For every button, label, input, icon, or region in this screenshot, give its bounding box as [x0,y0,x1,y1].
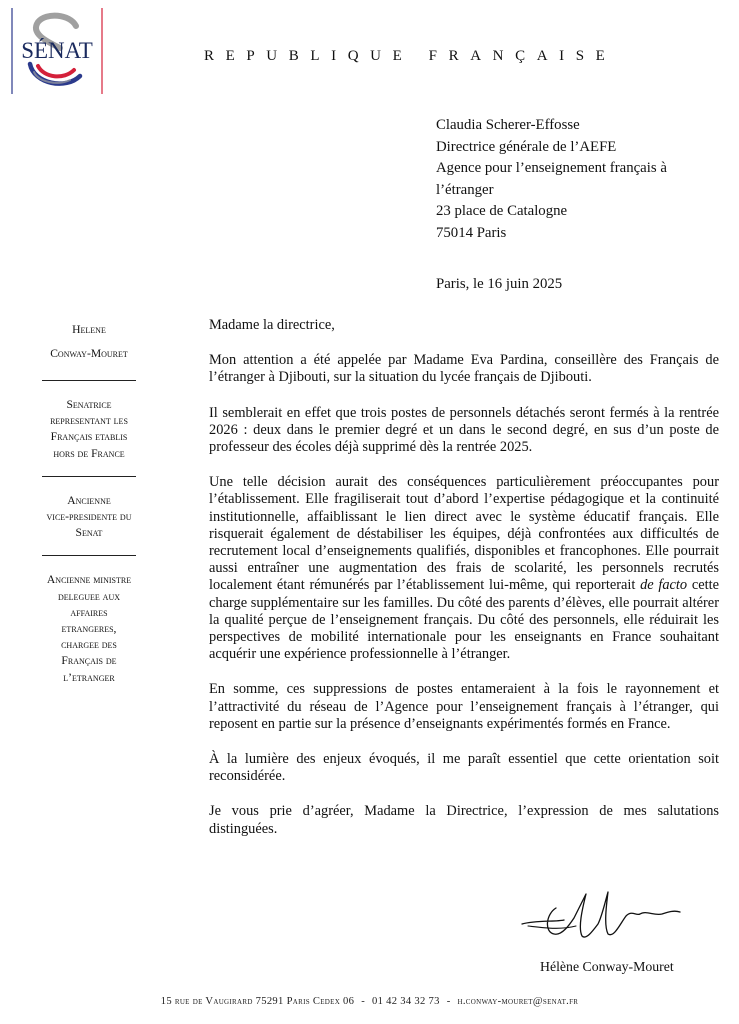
divider [42,555,136,556]
divider [42,476,136,477]
title-line: Français etablis [50,430,128,444]
salutation: Madame la directrice, [209,317,335,333]
title-line: Ancienne [67,493,111,507]
paragraph-4: En somme, ces suppressions de postes entameraient à la fois le rayonnement et l’attractivité du réseau de l’Agence pour l’enseignement français à l’étranger, qui reposent en partie sur la présence d’enseignants expérimentés formés en France. [209,681,719,732]
footer-address: 15 rue de Vaugirard 75291 Paris Cedex 06 [160,996,355,1007]
recipient-title: Directrice générale de l’AEFE [436,138,617,155]
title-line: Senatrice [66,398,112,411]
handwritten-signature [516,880,686,952]
closing-paragraph: Je vous prie d’agréer, Madame la Directrice, l’expression de mes salutations distinguées. [209,803,719,837]
footer-separator: - [361,996,366,1007]
title-line: l’etranger [63,670,115,684]
footer-email: h.conway-mouret@senat.fr [457,996,579,1007]
letter-body [209,317,719,856]
senat-logo [8,6,106,98]
divider [42,380,136,381]
sender-title-vice-president [14,493,164,542]
republic-header: REPUBLIQUE FRANÇAISE [204,48,617,64]
paragraph-3-italic: de facto [640,577,688,594]
recipient-name: Claudia Scherer-Effosse [436,117,580,133]
paragraph-2: Il semblerait en effet que trois postes de personnels détachés seront fermés à la rentrée 2026 : deux dans le premier degré et un dans le second degré, en sus d’un poste de professeur des écoles déjà supprimé dès la rentrée 2025. [209,404,719,456]
title-line: deleguee aux [58,589,120,603]
paragraph-3-part-2: cette charge supplémentaire sur les familles. Du côté des parents d’élèves, elle pourrait altérer la qualité perçue de l’enseignement français. Du côté des personnels, elle réduirait les perspectives de mobilité internationale pour les enseignants en France souhaitant acquérir une expérience professionnelle à l’étranger. [209,577,719,663]
paragraph-5: À la lumière des enjeux évoqués, il me paraît essentiel que cette orientation soit reconsidérée. [209,751,719,785]
title-line: hors de France [53,446,125,460]
recipient-city: 75014 Paris [436,224,507,241]
recipient-address [436,115,667,245]
title-line: Senat [75,526,103,540]
title-line: affaires [70,605,108,619]
sender-last-name: Conway-Mouret [50,347,128,360]
logo-wordmark: SÉNAT [21,38,93,63]
letter-date: Paris, le 16 juin 2025 [436,276,563,292]
paragraph-3-part-1: Une telle décision aurait des conséquences particulièrement préoccupantes pour l’établissement. Elle fragiliserait tout d’abord l’expertise pédagogique et la continuité institutionnelle, affaiblissant le lien direct avec le système éducatif français. Elle risquerait également de déstabiliser les équipes, déjà confrontées aux difficultés de recrutement local d’enseignements qualifiés, disponibles et francophones. Elle pourrait aussi entraîner une augmentation des frais de scolarité, les personnels recrutés localement étant rémunérés par l’établissement lui-même, qui reporterait [209,474,719,594]
signature-graphic [516,880,686,952]
sender-title-former-minister [14,572,164,685]
title-line: Français de [61,654,117,668]
paragraph-1: Mon attention a été appelée par Madame Eva Pardina, conseillère des Français de l’étranger à Djibouti, sur la situation du lycée français de Djibouti. [209,352,719,386]
footer-phone: 01 42 34 32 73 [371,996,440,1007]
sender-sidebar [14,318,164,686]
senat-logo-graphic [8,6,106,98]
title-line: chargee des [61,638,117,652]
recipient-org-line1: Agence pour l’enseignement français à [436,160,667,177]
sender-name [14,318,164,366]
sender-first-name: Helene [72,323,106,336]
sender-title-senator [14,397,164,462]
title-line: representant les [50,414,128,428]
title-line: vice-presidente du [46,510,132,524]
footer-contact [0,996,739,1007]
footer-separator: - [446,996,451,1007]
paragraph-3 [209,474,719,663]
recipient-org-line2: l’étranger [436,181,494,198]
title-line: Ancienne ministre [46,573,132,587]
signer-name: Hélène Conway-Mouret [540,959,674,974]
title-line: etrangeres, [61,622,117,636]
recipient-street: 23 place de Catalogne [436,203,568,220]
